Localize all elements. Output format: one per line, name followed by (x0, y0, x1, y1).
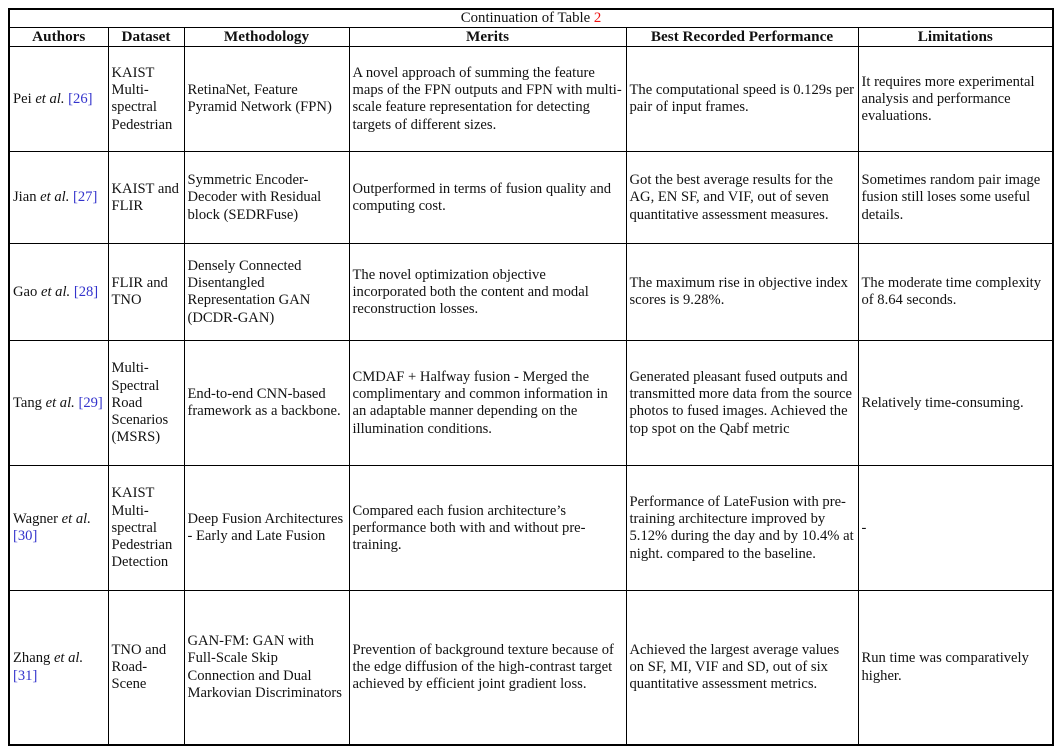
methodology-cell: End-to-end CNN-based framework as a backbone. (184, 341, 349, 466)
limitations-cell: The moderate time complexity of 8.64 seconds. (858, 244, 1053, 341)
citation-link[interactable]: [28] (73, 283, 99, 300)
methodology-cell: Deep Fusion Architectures - Early and Late Fusion (184, 466, 349, 591)
dataset-cell: KAIST Multi-spectral Pedestrian (108, 47, 184, 152)
dataset-cell: FLIR and TNO (108, 244, 184, 341)
citation-link[interactable]: [26] (68, 90, 93, 107)
table-row (9, 152, 1053, 244)
table-row (9, 244, 1053, 341)
limitations-cell: - (858, 466, 1053, 591)
author-cell (9, 47, 108, 152)
performance-cell: The maximum rise in objective index scores is 9.28%. (626, 244, 858, 341)
author-cell (9, 152, 108, 244)
limitations-cell: Run time was comparatively higher. (858, 591, 1053, 745)
author-name: Gao (13, 283, 38, 300)
dataset-cell: Multi-Spectral Road Scenarios (MSRS) (108, 341, 184, 466)
author-cell (9, 591, 108, 745)
methodology-cell: Densely Connected Disentangled Representation GAN (DCDR-GAN) (184, 244, 349, 341)
performance-cell: Achieved the largest average values on SF, MI, VIF and SD, out of six quantitative assessment metrics. (626, 591, 858, 745)
author-cell (9, 466, 108, 591)
dataset-cell: KAIST and FLIR (108, 152, 184, 244)
author-etal: et al. (40, 189, 70, 206)
performance-cell: Got the best average results for the AG, EN SF, and VIF, out of seven quantitative assessment measures. (626, 152, 858, 244)
limitations-cell: Relatively time-consuming. (858, 341, 1053, 466)
author-etal: et al. (53, 650, 84, 667)
merits-cell: The novel optimization objective incorporated both the content and modal reconstruction losses. (349, 244, 626, 341)
table-title-row (9, 9, 1053, 28)
table-row (9, 466, 1053, 591)
author-etal: et al. (61, 511, 91, 528)
author-cell (9, 244, 108, 341)
table-title (9, 9, 1053, 28)
author-name: Zhang (13, 650, 51, 667)
continuation-table (8, 8, 1054, 746)
table-title-number: 2 (593, 10, 602, 26)
citation-link[interactable]: [30] (13, 528, 38, 545)
author-etal: et al. (40, 283, 71, 300)
author-name: Jian (13, 189, 37, 206)
author-name: Pei (13, 90, 32, 107)
merits-cell: Prevention of background texture because of the edge diffusion of the high-contrast target achieved by efficient joint gradient loss. (349, 591, 626, 745)
performance-cell: Performance of LateFusion with pre-training architecture improved by 5.12% during the day and by 10.4% at night. compared to the baseline. (626, 466, 858, 591)
column-header-methodology: Methodology (184, 28, 349, 47)
citation-link[interactable]: [29] (78, 394, 103, 411)
citation-link[interactable]: [31] (13, 667, 38, 684)
author-name: Wagner (13, 511, 59, 528)
table-row (9, 341, 1053, 466)
author-name: Tang (13, 394, 42, 411)
dataset-cell: KAIST Multi-spectral Pedestrian Detection (108, 466, 184, 591)
column-header-performance: Best Recorded Performance (626, 28, 858, 47)
column-header-merits: Merits (349, 28, 626, 47)
table-row (9, 47, 1053, 152)
table-header-row (9, 28, 1053, 47)
methodology-cell: GAN-FM: GAN with Full-Scale Skip Connection and Dual Markovian Discriminators (184, 591, 349, 745)
author-cell (9, 341, 108, 466)
methodology-cell: RetinaNet, Feature Pyramid Network (FPN) (184, 47, 349, 152)
merits-cell: Compared each fusion architecture’s performance both with and without pre-training. (349, 466, 626, 591)
limitations-cell: It requires more experimental analysis and performance evaluations. (858, 47, 1053, 152)
merits-cell: CMDAF + Halfway fusion - Merged the complimentary and common information in an adaptable manner depending on the illumination conditions. (349, 341, 626, 466)
merits-cell: A novel approach of summing the feature maps of the FPN outputs and FPN with multi-scale feature representation for detecting targets of different sizes. (349, 47, 626, 152)
citation-link[interactable]: [27] (73, 189, 98, 206)
column-header-limitations: Limitations (858, 28, 1053, 47)
merits-cell: Outperformed in terms of fusion quality and computing cost. (349, 152, 626, 244)
column-header-authors: Authors (9, 28, 108, 47)
performance-cell: The computational speed is 0.129s per pair of input frames. (626, 47, 858, 152)
methodology-cell: Symmetric Encoder-Decoder with Residual block (SEDRFuse) (184, 152, 349, 244)
table-title-text: Continuation of Table (460, 10, 591, 26)
limitations-cell: Sometimes random pair image fusion still loses some useful details. (858, 152, 1053, 244)
dataset-cell: TNO and Road-Scene (108, 591, 184, 745)
author-etal: et al. (45, 394, 75, 411)
column-header-dataset: Dataset (108, 28, 184, 47)
table-row (9, 591, 1053, 745)
performance-cell: Generated pleasant fused outputs and transmitted more data from the source photos to fused images. Achieved the top spot on the Qabf metric (626, 341, 858, 466)
author-etal: et al. (35, 90, 65, 107)
